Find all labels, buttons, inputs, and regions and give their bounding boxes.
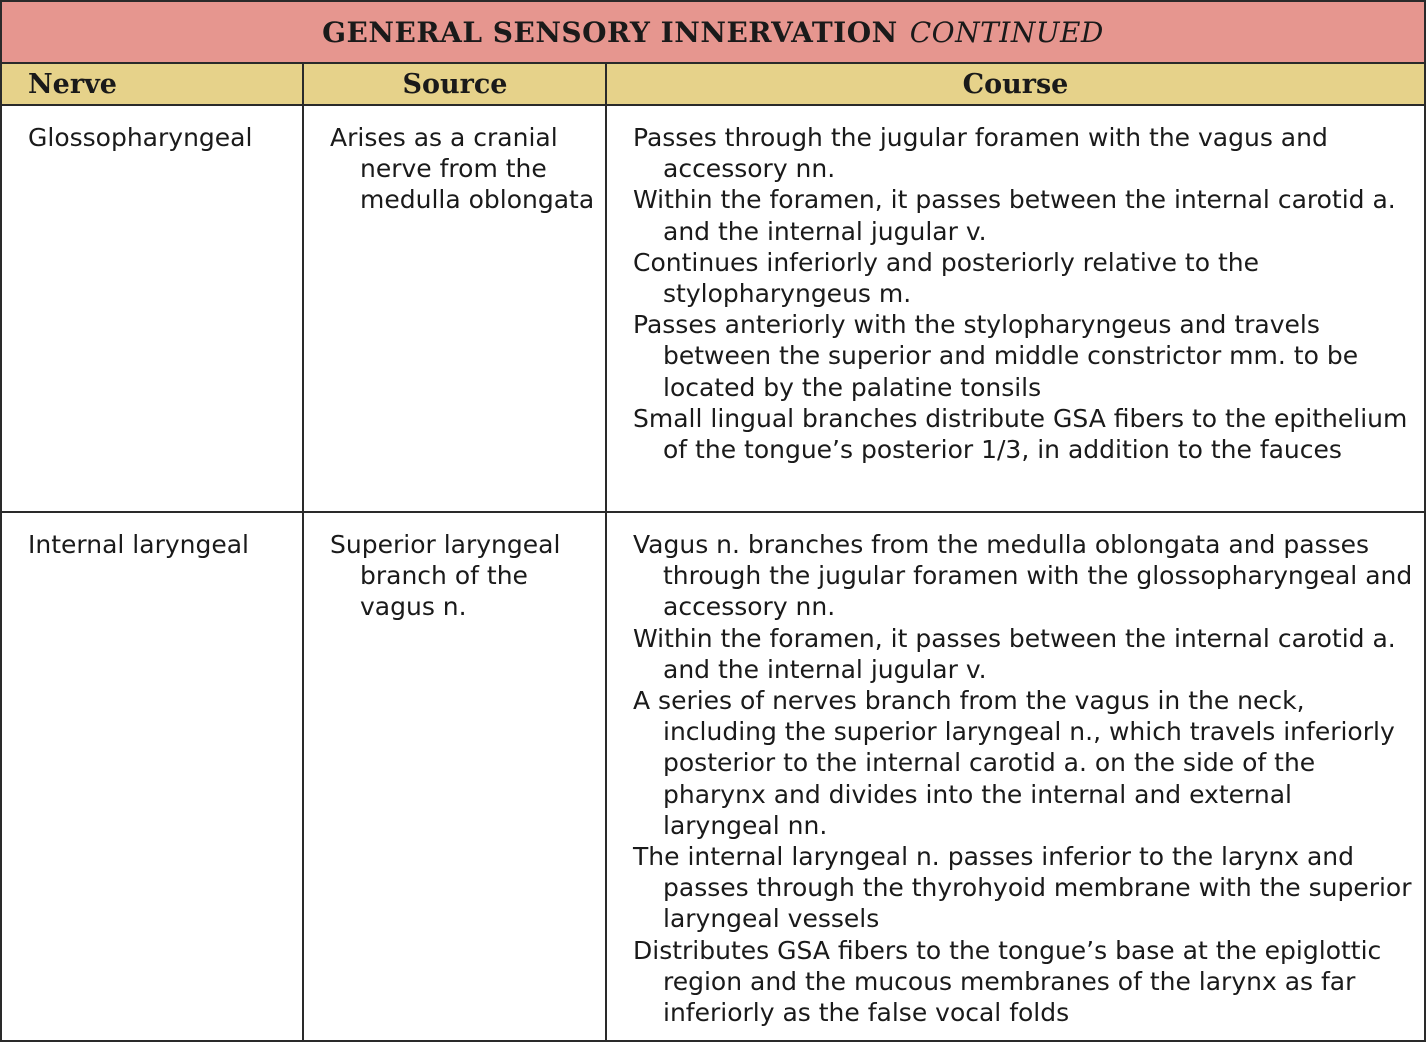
table-cell-course [633,529,1413,1028]
source-text: Arises as a cranial nerve from the medulla oblongata [330,123,595,215]
table-cell-course [633,122,1413,465]
column-divider [302,64,304,1040]
table-cell-nerve: Glossopharyngeal [28,123,253,152]
course-step: Within the foramen, it passes between the internal carotid a. and the internal jugular v. [633,185,1396,246]
column-header-source: Source [402,68,508,100]
course-step: Distributes GSA fibers to the tongue’s base at the epiglottic region and the mucous membranes of the larynx as far inferiorly as the false vocal folds [633,935,1382,1028]
course-step: Small lingual branches distribute GSA fibers to the epithelium of the tongue’s posterior 1/3, in addition to the fauces [633,403,1408,465]
column-divider [605,64,607,1040]
course-step: A series of nerves branch from the vagus in the neck, including the superior laryngeal n., which travels inferiorly posterior to the internal carotid a. on the side of the pharynx and divides into the internal and external laryngeal nn. [633,686,1395,840]
column-header-row [2,64,1424,106]
course-step: Passes anteriorly with the stylopharyngeus and travels between the superior and middle constrictor mm. to be located by the palatine tonsils [633,310,1359,402]
column-header-nerve: Nerve [28,68,117,100]
source-text: Superior laryngeal branch of the vagus n. [330,530,561,622]
table-title: GENERAL SENSORY INNERVATION [322,15,898,49]
table-title-bar [2,2,1424,64]
course-step: The internal laryngeal n. passes inferior to the larynx and passes through the thyrohyoid membrane with the superior laryngeal vessels [633,842,1412,934]
table-cell-source [330,529,600,623]
course-step: Passes through the jugular foramen with the vagus and accessory nn. [633,123,1328,184]
column-header-course: Course [962,68,1069,100]
row-divider [2,511,1424,513]
table-cell-source [330,122,600,216]
course-step: Within the foramen, it passes between the internal carotid a. and the internal jugular v. [633,623,1396,684]
table-cell-nerve: Internal laryngeal [28,530,249,559]
course-step: Continues inferiorly and posteriorly relative to the stylopharyngeus m. [633,247,1260,309]
course-step: Vagus n. branches from the medulla oblongata and passes through the jugular foramen with the glossopharyngeal and accessory nn. [633,530,1413,622]
table-title-continued: CONTINUED [909,15,1104,49]
